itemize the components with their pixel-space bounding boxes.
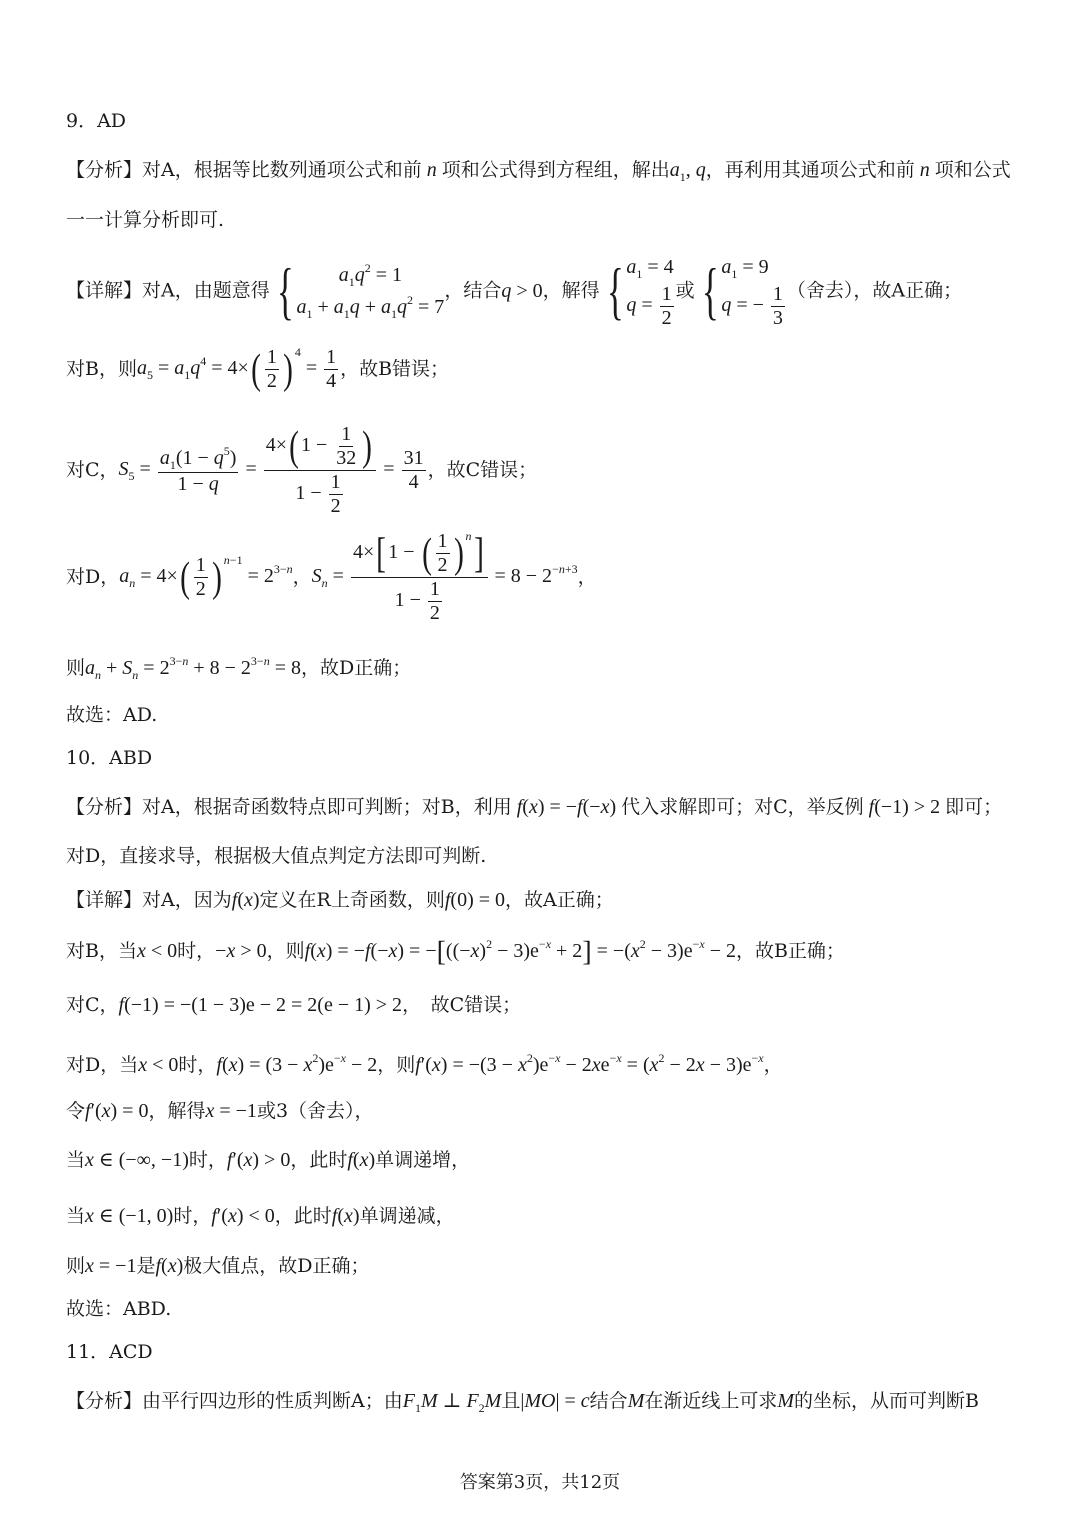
analysis-text: 由平行四边形的性质判断A；由 xyxy=(142,1390,403,1412)
detail-label: 【详解】 xyxy=(66,889,143,911)
detail-text: 单调递减， xyxy=(359,1205,455,1227)
detail-text: ，则 xyxy=(266,940,305,962)
detail-text: 则 xyxy=(66,1255,86,1277)
q11-analysis-line1: 【分析】由平行四边形的性质判断A；由$F_1M$ ⊥ $F_2M$且|MO| = c结合M在渐近线上可求M的坐标，从而可判断B xyxy=(66,1390,980,1415)
detail-text: 则 xyxy=(66,657,86,679)
detail-text: 令 xyxy=(66,1100,86,1122)
q10-detail-e: 令f′(x) = 0，解得x = −1或3（舍去）， xyxy=(66,1100,374,1122)
analysis-text: 结合 xyxy=(589,1390,628,1412)
detail-text: 是 xyxy=(136,1255,156,1277)
detail-text: 当 xyxy=(66,1149,86,1171)
q9-analysis-line1: 【分析】对A，根据等比数列通项公式和前 n 项和公式得到方程组，解出$a_1$, q，再利用其通项公式和前 n 项和公式 xyxy=(66,159,1011,184)
detail-text: 对C， xyxy=(66,459,119,481)
analysis-text: 对A，根据奇函数特点即可判断；对B，利用 xyxy=(142,796,512,818)
detail-text: ， 故C错误； xyxy=(402,994,522,1016)
q9-detail-sum: 则$a_n + S_n = 2^{3-n} + 8 - 2^{3-n} = 8$，故D正确； xyxy=(66,654,412,682)
q10-analysis-line2: 对D，直接求导，根据极大值点判定方法即可判断. xyxy=(66,845,487,867)
detail-text: ，故D正确； xyxy=(300,657,412,679)
analysis-label: 【分析】 xyxy=(66,796,143,818)
q10-detail-g: 当x ∈ (−1, 0)时，f′(x) < 0，此时f(x)单调递减， xyxy=(66,1205,455,1227)
detail-text: ，此时 xyxy=(274,1205,332,1227)
detail-text: ，结合 xyxy=(444,279,502,302)
analysis-text: ，再利用其通项公式和前 xyxy=(705,159,915,181)
detail-text: 定义在R上奇函数，则 xyxy=(259,889,445,911)
detail-text: 对A，因为 xyxy=(142,889,232,911)
equation-system: { $a_1q^2 = 1$ $a_1 + a_1q + a_1q^2 = 7$ xyxy=(276,255,445,326)
detail-text: ，故B正确； xyxy=(735,940,845,962)
q9-detail-b: 对B，则$a_5 = a_1q^4 = 4\times$( $\frac{1}{2}$ ) $^4$ = $\frac{1}{4}$ ，故B错误； xyxy=(66,345,450,393)
q10-detail-f: 当x ∈ (−∞, −1)时，f′(x) > 0，此时f(x)单调递增， xyxy=(66,1149,471,1171)
q10-detail-a: 【详解】对A，因为f(x)定义在R上奇函数，则f(0) = 0，故A正确； xyxy=(66,889,614,911)
analysis-text: 且 xyxy=(501,1390,521,1412)
q10-detail-b: 对B，当x < 0时，−x > 0，则$f(x) = -f(-x) = -[((-x)^2 - 3)e^{-x} + 2] = -(x^2 - 3)e^{-x} - 2$，故B正确； xyxy=(66,936,845,968)
detail-text: 极大值点，故D正确； xyxy=(183,1255,370,1277)
q10-detail-c: 对C，f(−1) = −(1 − 3)e − 2 = 2(e − 1) > 2， 故C错误； xyxy=(66,994,522,1016)
analysis-text: 在渐近线上可求 xyxy=(644,1390,778,1412)
q9-detail-c: 对C，$S_5$ = $\frac{a_1(1 - q^5)}{1 - q}$ = 4×( 1 − $\frac{1}{32}$ ) 1 − $\frac{1}{2}$ = $\frac{31}{4}$ ，故C错误； xyxy=(66,423,538,517)
analysis-text: 对A，根据等比数列通项公式和前 xyxy=(142,159,422,181)
detail-text: ， xyxy=(292,566,312,588)
analysis-text: 即可； xyxy=(945,796,1003,818)
analysis-label: 【分析】 xyxy=(66,1390,143,1412)
q10-detail-h: 则x = −1是f(x)极大值点，故D正确； xyxy=(66,1255,370,1277)
detail-text: ， xyxy=(577,566,597,588)
detail-text: ，解得 xyxy=(542,279,600,302)
analysis-text: 项和公式 xyxy=(934,159,1011,181)
analysis-text: 项和公式得到方程组，解出 xyxy=(441,159,670,181)
detail-text: 或3（舍去）， xyxy=(256,1100,374,1122)
analysis-label: 【分析】 xyxy=(66,159,143,181)
detail-text: ，此时 xyxy=(290,1149,348,1171)
detail-text: ，故B错误； xyxy=(340,358,450,380)
analysis-text: 的坐标，从而可判断B xyxy=(794,1390,980,1412)
page-footer: 答案第3页，共12页 xyxy=(459,1472,621,1493)
detail-text: 对B，则 xyxy=(66,358,137,380)
detail-text: 对C， xyxy=(66,994,119,1016)
detail-text: ，解得 xyxy=(148,1100,206,1122)
detail-text: ，故C错误； xyxy=(427,459,538,481)
detail-text: 对A，由题意得 xyxy=(142,279,270,302)
detail-text: 当 xyxy=(66,1205,86,1227)
q10-analysis-line1: 【分析】对A，根据奇函数特点即可判断；对B，利用 f(x) = −f(−x) 代入求解即可；对C，举反例 f(−1) > 2 即可； xyxy=(66,796,1003,818)
detail-text: 对D，当 xyxy=(66,1054,139,1076)
analysis-text: 代入求解即可；对C，举反例 xyxy=(621,796,864,818)
detail-text: 单调递增， xyxy=(375,1149,471,1171)
q9-analysis-line2: 一一计算分析即可. xyxy=(66,209,225,231)
detail-text: 时， xyxy=(177,940,216,962)
detail-text: ，故A正确； xyxy=(505,889,614,911)
q11-number: 11．ACD xyxy=(66,1341,153,1363)
detail-text: 时， xyxy=(188,1149,227,1171)
detail-text: 对D， xyxy=(66,566,120,588)
q9-detail-a: 【详解】对A，由题意得 { $a_1q^2 = 1$ $a_1 + a_1q + a_1q^2 = 7$ ，结合q > 0，解得 { $a_1 = 4$ q = $\frac{1}{2}$ 或 { $a_1 = 9$ q = − $\frac{1}{3}$ （舍去），故A正确； xyxy=(66,252,962,330)
q10-detail-d: 对D，当x < 0时，$f(x) = (3 - x^2)e^{-x} - 2$，则$f'(x) = -(3 - x^2)e^{-x} - 2xe^{-x} = (x^2 - 2x - 3)e^{-x}$， xyxy=(66,1051,783,1076)
q10-number: 10．ABD xyxy=(66,747,153,769)
q10-conclusion: 故选：ABD. xyxy=(66,1298,172,1320)
detail-text: 对B，当 xyxy=(66,940,137,962)
solution-system-2: { $a_1 = 9$ q = − $\frac{1}{3}$ xyxy=(701,255,783,329)
q9-conclusion: 故选：AD. xyxy=(66,704,158,726)
detail-text: 时， xyxy=(173,1205,212,1227)
q9-number: 9．AD xyxy=(66,110,127,132)
q9-detail-d: 对D，$a_n = 4\times$( $\frac{1}{2}$ ) $^{n-1} = 2^{3-n}$，$S_n$ = 4×[ 1 − ( $\frac{1}{2}$ ) $^n$] 1 − $\frac{1}{2}$ = $8 - 2^{-n+3}$， xyxy=(66,529,597,624)
detail-text: （舍去），故A正确； xyxy=(786,279,963,302)
detail-text: ， xyxy=(763,1054,783,1076)
detail-text: 时， xyxy=(178,1054,217,1076)
detail-label: 【详解】 xyxy=(66,279,143,302)
detail-text: 或 xyxy=(675,279,695,302)
solution-system-1: { $a_1 = 4$ q = $\frac{1}{2}$ xyxy=(606,255,674,329)
detail-text: ，则 xyxy=(377,1054,416,1076)
